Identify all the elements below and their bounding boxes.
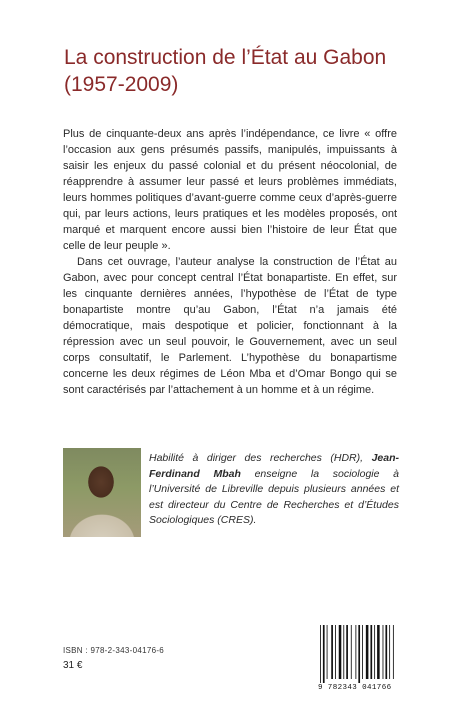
barcode-bar: [393, 625, 394, 679]
barcode-bar: [377, 625, 380, 679]
title-line-1: La construction de l’État au Gabon: [64, 46, 387, 69]
barcode-bar: [339, 625, 342, 679]
isbn-label: ISBN : 978-2-343-04176-6: [63, 646, 165, 655]
barcode-bar: [362, 625, 363, 679]
barcode-bar: [383, 625, 384, 679]
barcode-bar: [370, 625, 372, 679]
author-bio-prefix: Habilité à diriger des recherches (HDR),: [149, 452, 372, 464]
barcode-bar: [374, 625, 375, 679]
barcode-bar: [327, 625, 328, 679]
book-title: [64, 44, 424, 98]
title-line-2: (1957-2009): [64, 73, 179, 96]
summary-paragraph-2: Dans cet ouvrage, l’auteur analyse la construction de l’État au Gabon, avec pour concept central l’État bonapartiste. En effet, sur les cinquante dernières années, l’hypothèse de l’État de type bonapartiste montre qu’au Gabon, l’État n’a jamais été démocratique, mais despotique et policier, fonctionnant à la répression avec un seul pouvoir, le Gouvernement, avec un seul corps consultatif, le Parlement. L’hypothèse du bonapartisme concerne les deux régimes de Léon Mba et d’Omar Bongo qui se sont caractérisés par l’attachement à un homme et à un régime.: [63, 256, 397, 396]
barcode-bar: [355, 625, 356, 679]
author-name: Jean-Ferdinand Mbah: [149, 452, 399, 480]
barcode-bar: [320, 625, 321, 683]
summary-paragraph-1: Plus de cinquante-deux ans après l’indépendance, ce livre « offre l’occasion aux gens présumés passifs, manipulés, impuissants à saisir les enjeux du passé colonial et du présent néocolonial, de réapprendre à assumer leur passé et leurs problèmes immédiats, leurs hommes politiques d’avant-guerre comme ceux d’après-guerre qui, par leurs actions, leurs pratiques et les modèles proposés, ont marqué et marquent encore aussi bien l’histoire de leur État que celle de leur peuple ».: [63, 128, 397, 252]
barcode-bar: [331, 625, 333, 679]
barcode-bar: [343, 625, 344, 679]
barcode-bar: [358, 625, 360, 683]
barcode: [318, 625, 398, 683]
barcode-bar: [389, 625, 390, 679]
barcode-bar: [335, 625, 336, 679]
summary-text: [63, 126, 397, 398]
author-bio-suffix: enseigne la sociologie à l’Université de Libreville depuis plusieurs années et est directeur du Centre de Recherches et d’Études Sociologiques (CRES).: [149, 467, 399, 526]
price-label: 31 €: [63, 660, 83, 671]
barcode-bar: [366, 625, 369, 679]
barcode-bar: [323, 625, 325, 683]
author-photo: [63, 448, 141, 537]
barcode-bar: [346, 625, 348, 679]
barcode-bar: [385, 625, 387, 679]
author-bio: [149, 451, 399, 529]
barcode-digits: 9 782343 041766: [318, 684, 392, 692]
barcode-bar: [351, 625, 352, 679]
